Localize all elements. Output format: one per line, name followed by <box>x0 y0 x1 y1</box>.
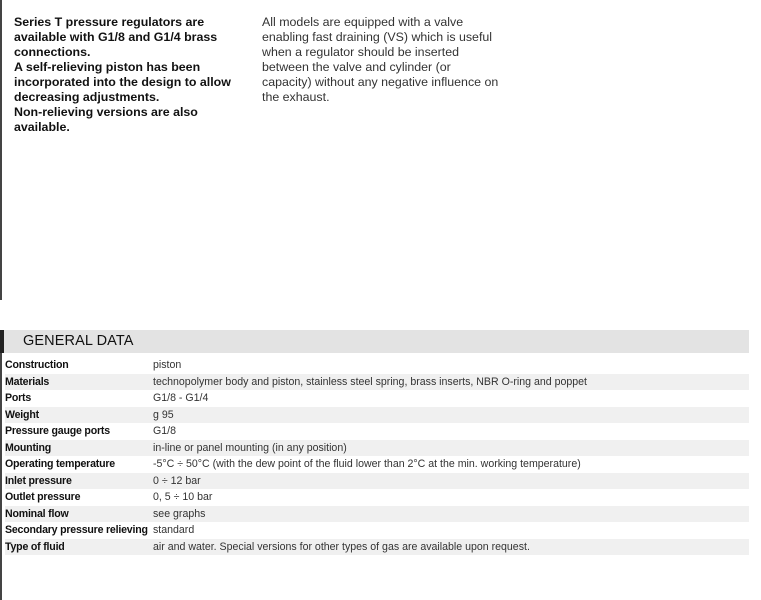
row-value: -5°C ÷ 50°C (with the dew point of the fluid lower than 2°C at the min. working temperature) <box>153 458 581 471</box>
row-label: Outlet pressure <box>5 491 81 504</box>
row-label: Weight <box>5 407 153 424</box>
table-row <box>5 522 749 539</box>
row-value: in-line or panel mounting (in any position) <box>153 440 749 457</box>
row-value: 0 ÷ 12 bar <box>153 473 749 490</box>
general-data-table <box>5 357 749 555</box>
table-row <box>5 456 749 473</box>
intro-paragraph: A self-relieving piston has been incorporated into the design to allow decreasing adjustments. <box>14 60 231 104</box>
row-value: g 95 <box>153 407 749 424</box>
row-value: air and water. Special versions for other types of gas are available upon request. <box>153 539 749 556</box>
general-data-header <box>0 330 749 353</box>
intro-paragraph: Series T pressure regulators are available with G1/8 and G1/4 brass connections. <box>14 15 218 59</box>
page-edge-line-bottom <box>0 330 2 600</box>
section-title: GENERAL DATA <box>23 333 134 349</box>
row-value: G1/8 - G1/4 <box>153 392 209 405</box>
row-label: Inlet pressure <box>5 473 153 490</box>
table-row <box>5 473 749 490</box>
row-label: Operating temperature <box>5 458 116 471</box>
row-label: Secondary pressure relieving <box>5 524 148 537</box>
row-value: piston <box>153 359 182 372</box>
intro-right-column <box>262 15 502 105</box>
table-row <box>5 423 749 440</box>
table-row <box>5 489 749 506</box>
page-edge-line-top <box>0 0 2 300</box>
row-label: Materials <box>5 374 153 391</box>
row-value: standard <box>153 524 195 537</box>
row-value: G1/8 <box>153 425 176 438</box>
row-label: Type of fluid <box>5 539 153 556</box>
intro-paragraph: Non-relieving versions are also available. <box>14 105 198 134</box>
table-row <box>5 357 749 374</box>
row-value: 0, 5 ÷ 10 bar <box>153 491 213 504</box>
intro-left-column <box>14 15 254 135</box>
intro-paragraph-right: All models are equipped with a valve enabling fast draining (VS) which is useful when a regulator should be inserted between the valve and cylinder (or capacity) without any negative influence on the exhaust. <box>262 15 499 104</box>
row-value: see graphs <box>153 506 749 523</box>
row-label: Nominal flow <box>5 506 153 523</box>
row-label: Pressure gauge ports <box>5 425 110 438</box>
row-value: technopolymer body and piston, stainless steel spring, brass inserts, NBR O-ring and poppet <box>153 374 749 391</box>
table-row <box>5 440 749 457</box>
table-row <box>5 539 749 556</box>
table-row <box>5 374 749 391</box>
row-label: Construction <box>5 359 69 372</box>
table-row <box>5 390 749 407</box>
table-row <box>5 506 749 523</box>
row-label: Mounting <box>5 440 153 457</box>
row-label: Ports <box>5 392 32 405</box>
table-row <box>5 407 749 424</box>
